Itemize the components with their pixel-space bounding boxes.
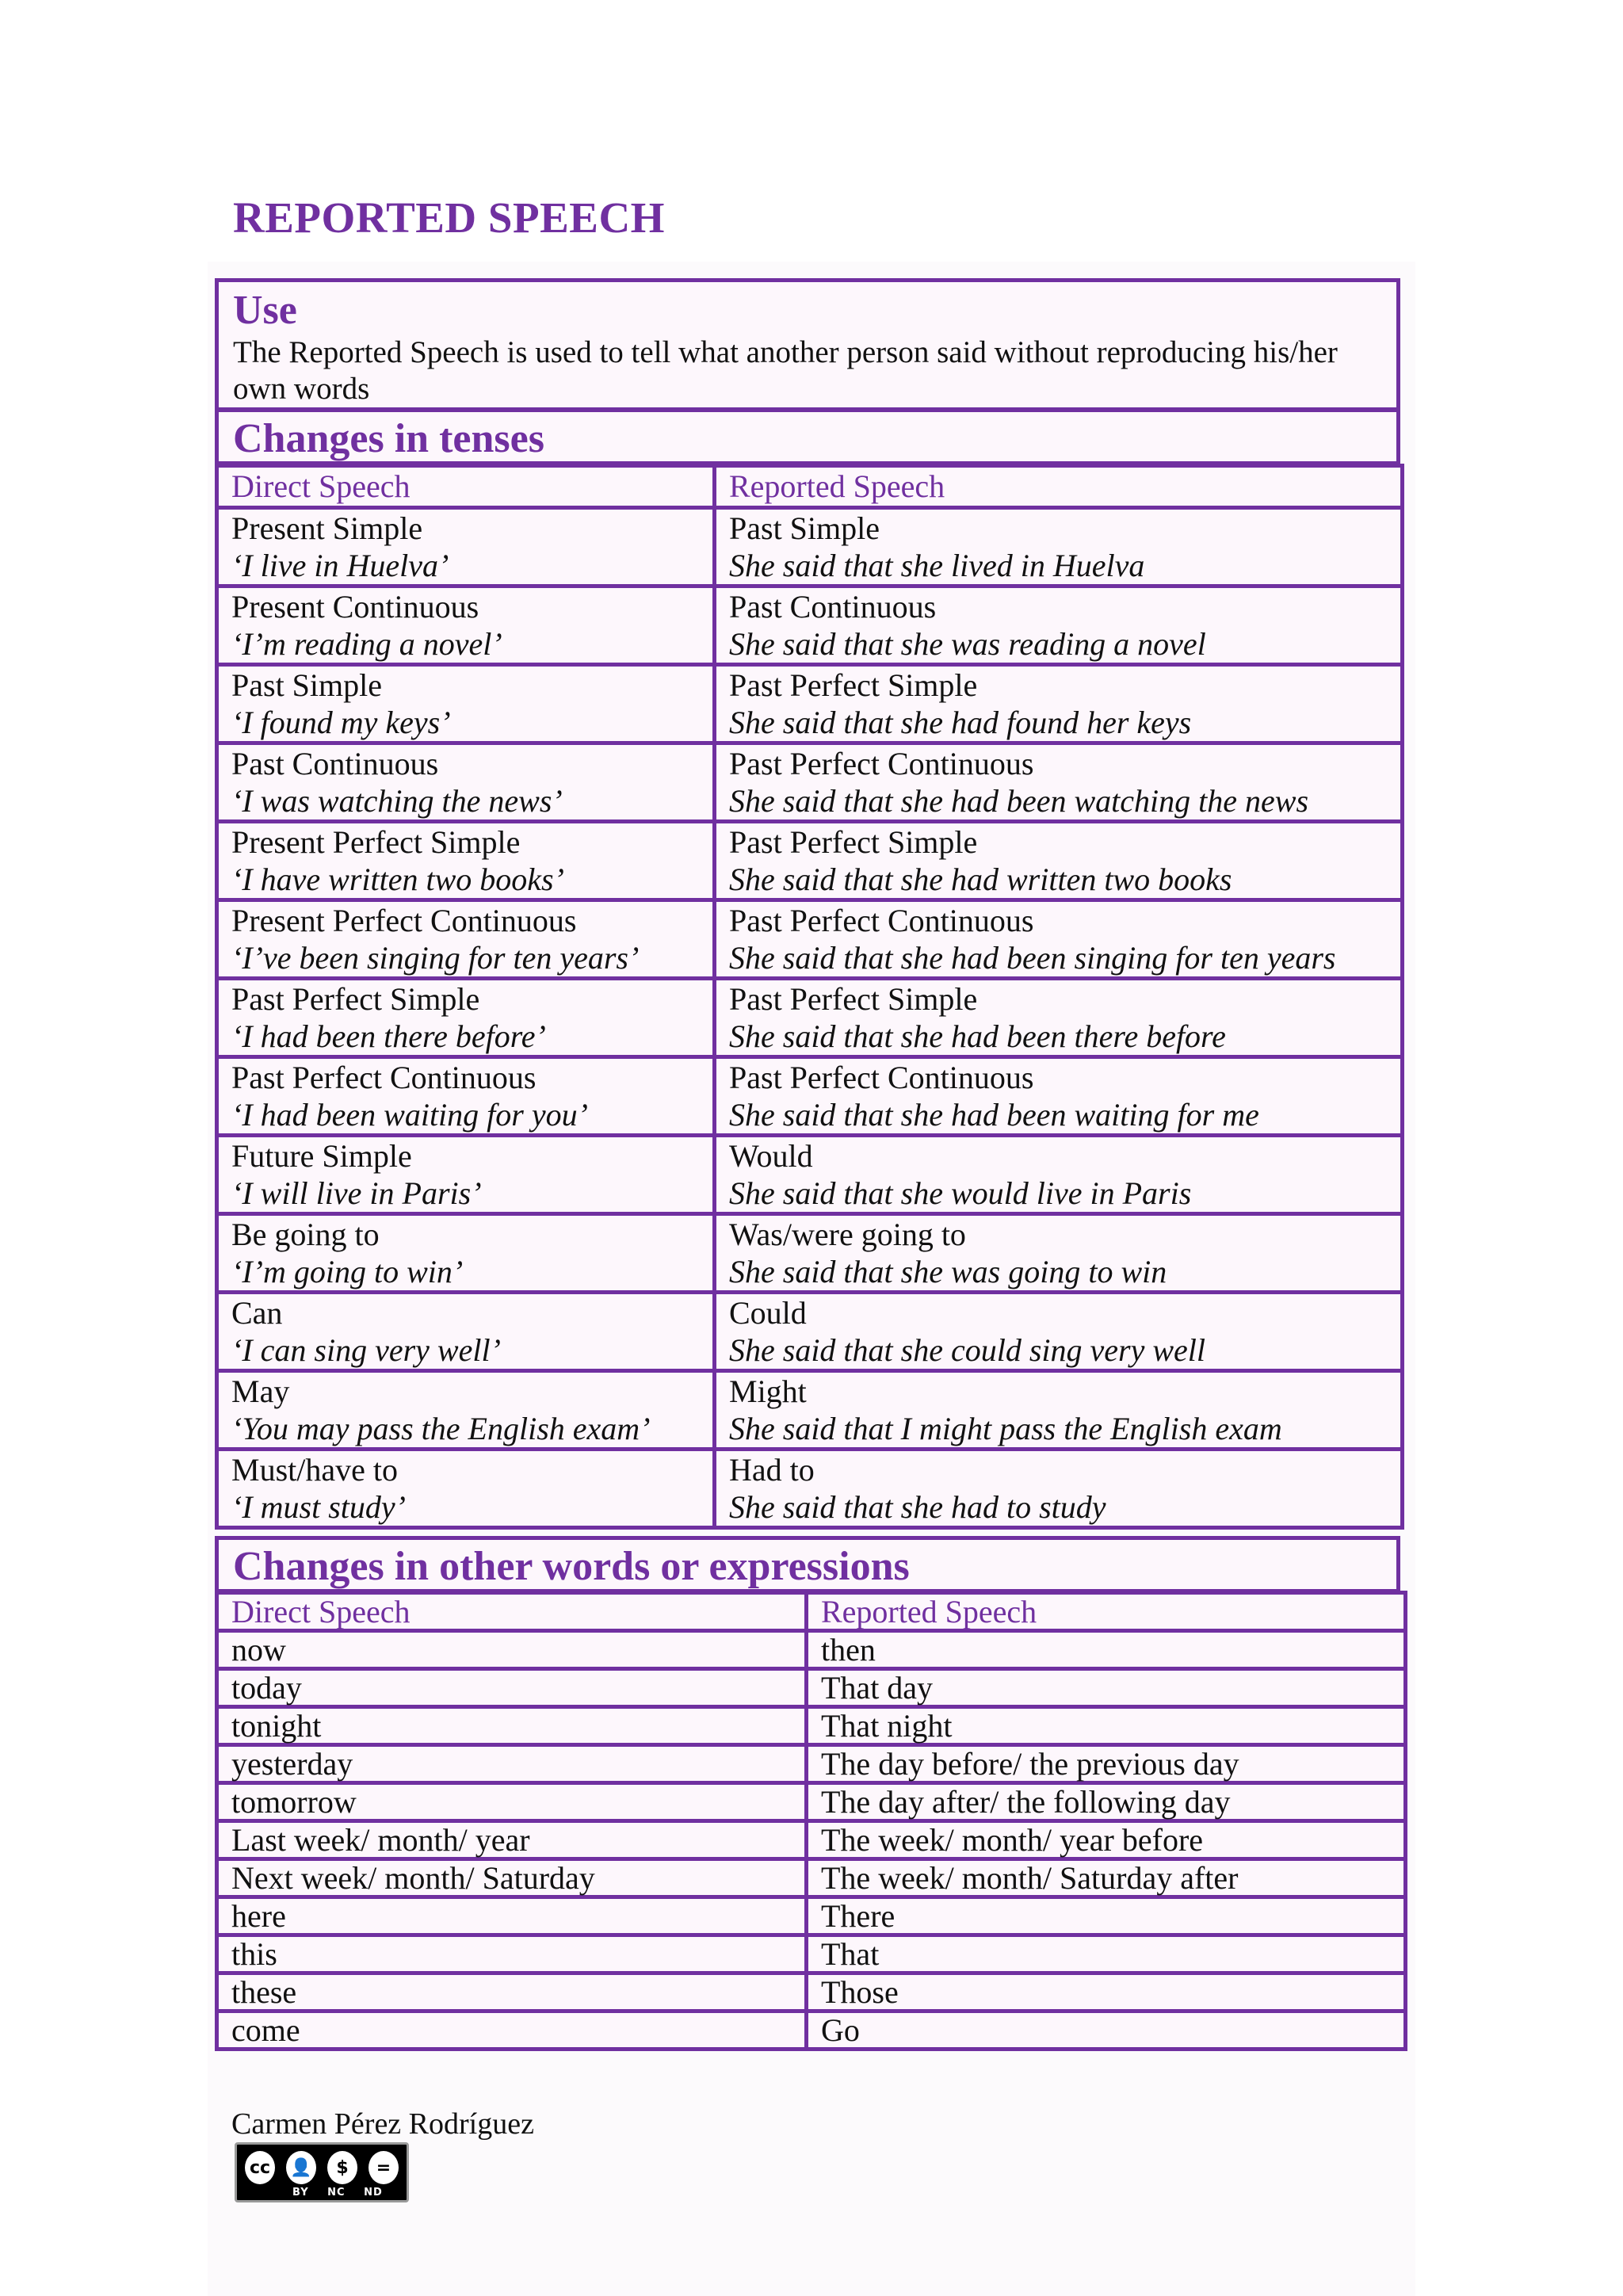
other-row <box>217 2011 1406 2050</box>
direct-tense: Present Perfect Simple <box>231 824 521 860</box>
reported-example: She said that she was reading a novel <box>729 626 1206 662</box>
reported-cell <box>715 1371 1403 1450</box>
license-label-nc: NC <box>327 2187 346 2199</box>
reported-cell <box>715 508 1403 586</box>
reported-expression: There <box>807 1897 1406 1935</box>
other-row <box>217 1707 1406 1745</box>
use-text: The Reported Speech is used to tell what another person said without reproducing his/her own words <box>233 335 1338 406</box>
direct-cell <box>217 822 715 900</box>
direct-tense: Past Perfect Simple <box>231 981 480 1017</box>
direct-expression: today <box>217 1669 807 1707</box>
reported-tense: Was/were going to <box>729 1217 966 1252</box>
reported-expression: The week/ month/ Saturday after <box>807 1859 1406 1897</box>
reported-expression: That <box>807 1935 1406 1973</box>
cc-icon: cc <box>242 2148 278 2187</box>
reported-expression: The day before/ the previous day <box>807 1745 1406 1783</box>
creative-commons-license-icon <box>235 2142 409 2202</box>
reported-tense: Past Perfect Continuous <box>729 903 1034 938</box>
direct-expression: here <box>217 1897 807 1935</box>
direct-cell <box>217 743 715 822</box>
direct-expression: Next week/ month/ Saturday <box>217 1859 807 1897</box>
other-row <box>217 1669 1406 1707</box>
tenses-row <box>217 508 1403 586</box>
reported-expression: The week/ month/ year before <box>807 1821 1406 1859</box>
tenses-row <box>217 1057 1403 1136</box>
reported-tense: Past Perfect Simple <box>729 981 978 1017</box>
direct-example: ‘I’m going to win’ <box>231 1254 464 1289</box>
tenses-col-direct: Direct Speech <box>217 466 715 508</box>
reported-expression: That day <box>807 1669 1406 1707</box>
tenses-row <box>217 1136 1403 1214</box>
reported-example: She said that she could sing very well <box>729 1332 1206 1368</box>
tenses-row <box>217 743 1403 822</box>
direct-example: ‘I will live in Paris’ <box>231 1175 482 1211</box>
other-row <box>217 1935 1406 1973</box>
direct-expression: tomorrow <box>217 1783 807 1821</box>
other-row <box>217 1973 1406 2011</box>
direct-expression: come <box>217 2011 807 2050</box>
direct-tense: Can <box>231 1295 283 1331</box>
tenses-row <box>217 900 1403 979</box>
tenses-header-row <box>217 466 1403 508</box>
other-header-row <box>217 1593 1406 1631</box>
direct-tense: Be going to <box>231 1217 380 1252</box>
direct-cell <box>217 1214 715 1293</box>
reported-example: She said that she lived in Huelva <box>729 548 1145 583</box>
tenses-row <box>217 1293 1403 1371</box>
noncommercial-icon: $ <box>324 2148 361 2187</box>
direct-tense: Present Continuous <box>231 589 479 625</box>
reported-tense: Past Perfect Simple <box>729 667 978 703</box>
direct-tense: Past Continuous <box>231 746 439 781</box>
reported-example: She said that she had been there before <box>729 1018 1226 1054</box>
reported-expression: then <box>807 1631 1406 1669</box>
reported-example: She said that I might pass the English exam <box>729 1411 1282 1446</box>
page-title: REPORTED SPEECH <box>233 193 665 242</box>
tenses-row <box>217 1214 1403 1293</box>
direct-cell <box>217 665 715 743</box>
direct-example: ‘You may pass the English exam’ <box>231 1411 651 1446</box>
direct-tense: Present Simple <box>231 510 423 546</box>
direct-cell <box>217 1450 715 1528</box>
author-name: Carmen Pérez Rodríguez <box>231 2107 534 2141</box>
other-row <box>217 1631 1406 1669</box>
direct-expression: this <box>217 1935 807 1973</box>
direct-tense: Must/have to <box>231 1452 398 1488</box>
reported-cell <box>715 1136 1403 1214</box>
reported-example: She said that she was going to win <box>729 1254 1167 1289</box>
other-row <box>217 1859 1406 1897</box>
use-section <box>215 278 1400 411</box>
tenses-section-header <box>215 408 1400 465</box>
direct-example: ‘I found my keys’ <box>231 705 451 740</box>
tenses-heading: Changes in tenses <box>233 416 544 461</box>
reported-tense: Past Continuous <box>729 589 937 625</box>
tenses-row <box>217 1450 1403 1528</box>
direct-cell <box>217 1136 715 1214</box>
direct-example: ‘I have written two books’ <box>231 861 564 897</box>
other-row <box>217 1821 1406 1859</box>
reported-example: She said that she had been watching the news <box>729 783 1309 819</box>
reported-cell <box>715 586 1403 665</box>
license-label-nd: ND <box>364 2187 383 2199</box>
reported-cell <box>715 1450 1403 1528</box>
reported-cell <box>715 1057 1403 1136</box>
reported-example: She said that she would live in Paris <box>729 1175 1192 1211</box>
direct-example: ‘I can sing very well’ <box>231 1332 501 1368</box>
direct-cell <box>217 586 715 665</box>
tenses-row <box>217 979 1403 1057</box>
reported-expression: The day after/ the following day <box>807 1783 1406 1821</box>
license-label-by: BY <box>292 2187 309 2199</box>
direct-tense: Past Simple <box>231 667 383 703</box>
direct-tense: Past Perfect Continuous <box>231 1060 537 1095</box>
direct-example: ‘I live in Huelva’ <box>231 548 449 583</box>
direct-expression: tonight <box>217 1707 807 1745</box>
other-section-header <box>215 1536 1400 1593</box>
tenses-table <box>215 464 1404 1530</box>
direct-tense: May <box>231 1373 290 1409</box>
direct-example: ‘I must study’ <box>231 1489 406 1525</box>
direct-expression: Last week/ month/ year <box>217 1821 807 1859</box>
reported-tense: Past Perfect Continuous <box>729 746 1034 781</box>
tenses-row <box>217 1371 1403 1450</box>
reported-cell <box>715 900 1403 979</box>
reported-tense: Past Perfect Simple <box>729 824 978 860</box>
attribution-icon: 👤 <box>283 2148 319 2187</box>
other-row <box>217 1745 1406 1783</box>
direct-cell <box>217 508 715 586</box>
reported-cell <box>715 743 1403 822</box>
direct-example: ‘I’ve been singing for ten years’ <box>231 940 640 976</box>
use-heading: Use <box>233 288 297 333</box>
reported-cell <box>715 822 1403 900</box>
tenses-row <box>217 822 1403 900</box>
reported-expression: Those <box>807 1973 1406 2011</box>
reported-example: She said that she had written two books <box>729 861 1232 897</box>
tenses-row <box>217 586 1403 665</box>
tenses-row <box>217 665 1403 743</box>
direct-expression: these <box>217 1973 807 2011</box>
other-col-reported: Reported Speech <box>807 1593 1406 1631</box>
tenses-col-reported: Reported Speech <box>715 466 1403 508</box>
reported-cell <box>715 665 1403 743</box>
direct-cell <box>217 1371 715 1450</box>
direct-tense: Future Simple <box>231 1138 412 1174</box>
direct-example: ‘I’m reading a novel’ <box>231 626 502 662</box>
reported-expression: That night <box>807 1707 1406 1745</box>
direct-example: ‘I was watching the news’ <box>231 783 563 819</box>
direct-cell <box>217 979 715 1057</box>
reported-tense: Past Simple <box>729 510 880 546</box>
reported-tense: Past Perfect Continuous <box>729 1060 1034 1095</box>
reported-tense: Could <box>729 1295 807 1331</box>
other-row <box>217 1897 1406 1935</box>
reported-example: She said that she had been singing for ten years <box>729 940 1336 976</box>
reported-tense: Might <box>729 1373 807 1409</box>
reported-expression: Go <box>807 2011 1406 2050</box>
direct-example: ‘I had been there before’ <box>231 1018 546 1054</box>
noderivatives-icon: = <box>365 2148 402 2187</box>
reported-tense: Had to <box>729 1452 815 1488</box>
other-row <box>217 1783 1406 1821</box>
direct-cell <box>217 1293 715 1371</box>
reported-cell <box>715 1214 1403 1293</box>
direct-expression: now <box>217 1631 807 1669</box>
other-heading: Changes in other words or expressions <box>233 1544 910 1589</box>
direct-expression: yesterday <box>217 1745 807 1783</box>
reported-tense: Would <box>729 1138 813 1174</box>
other-table <box>215 1591 1407 2051</box>
direct-cell <box>217 1057 715 1136</box>
reported-example: She said that she had found her keys <box>729 705 1192 740</box>
reported-cell <box>715 1293 1403 1371</box>
reported-example: She said that she had been waiting for me <box>729 1097 1259 1133</box>
direct-cell <box>217 900 715 979</box>
other-col-direct: Direct Speech <box>217 1593 807 1631</box>
reported-cell <box>715 979 1403 1057</box>
direct-example: ‘I had been waiting for you’ <box>231 1097 588 1133</box>
direct-tense: Present Perfect Continuous <box>231 903 577 938</box>
reported-example: She said that she had to study <box>729 1489 1106 1525</box>
